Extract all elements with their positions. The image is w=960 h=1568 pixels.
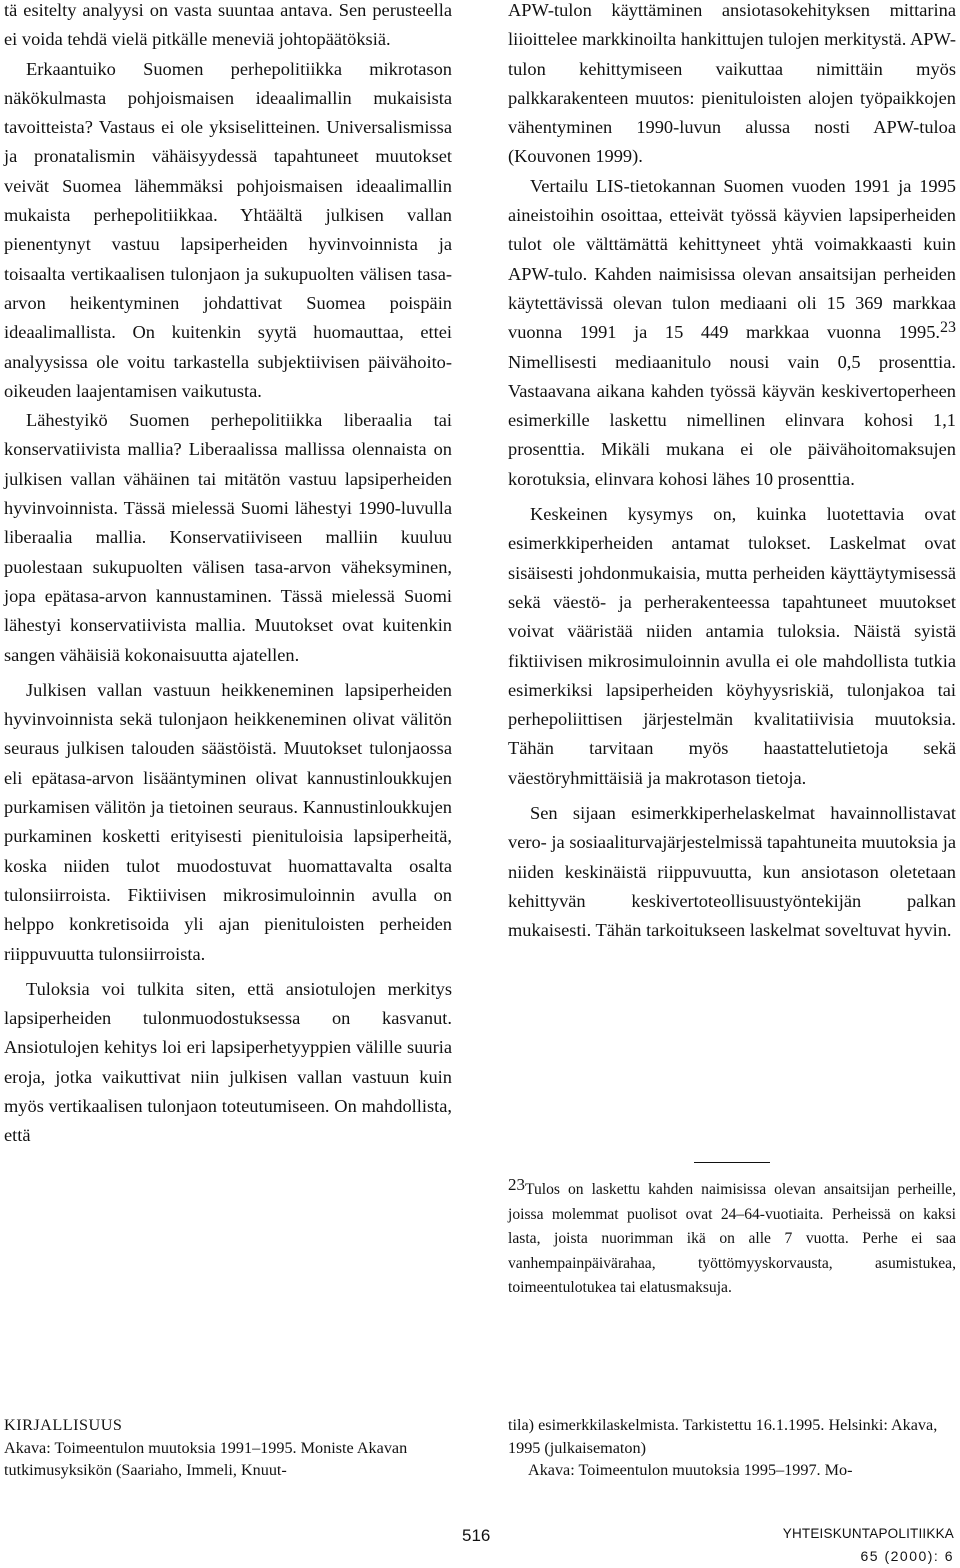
reference-entry: tila) esimerkkilaskelmista. Tarkistettu 16.1.1995. Helsinki: Akava, 1995 (julkaisematon) (508, 1416, 938, 1457)
paragraph (508, 172, 956, 494)
paragraph: Sen sijaan esimerkkiperhelaskelmat havainnollistavat vero- ja sosiaaliturvajärjestelmissä tapahtuneita muutoksia ja niiden keskinäistä riippuvuutta, kun ansiotason oletetaan kehittyvän keskivertoteollisuustyöntekijän palkan mukaisesti. Tähän tarkoitukseen laskelmat soveltuvat hyvin. (508, 803, 956, 941)
paragraph: Keskeinen kysymys on, kuinka luotettavia ovat esimerkkiperheiden antamat tulokset. Laskelmat ovat sisäisesti johdonmukaisia, mutta perheiden käyttäytymisessä sekä väestö- ja perherakenteessa tapahtuneet muutokset voivat vääristää niiden antamia tuloksia. Näistä syistä fiktiivisen mikrosimuloinnin avulla ei ole mahdollista tutkia esimerkiksi lapsiperheiden köyhyysriskiä, tulonjakoa tai perhepoliittisen järjestelmän kvalitatiivisia muutoksia. Tähän tarvitaan myös haastattelutietoja sekä väestöryhmittäisiä ja makrotason tietoja. (508, 504, 956, 788)
reference-entry: Akava: Toimeentulon muutoksia 1991–1995. Moniste Akavan tutkimusyksikön (Saariaho, Immeli, Knuut- (4, 1438, 408, 1479)
paragraph-text: Vertailu LIS-tietokannan Suomen vuoden 1991 ja 1995 aineistoihin osoittaa, etteivät työssä käyvien lapsiperheiden tulot ole välttämättä kehittyneet yhtä voimakkaasti kuin APW-tulo. Kahden naimisissa olevan ansaitsijan perheiden käytettävissä olevan tulon mediaani oli 15 369 markkaa vuonna 1991 ja 15 449 markkaa vuonna 1995. (508, 175, 956, 343)
footnote (508, 1175, 956, 1301)
references-left (4, 1414, 452, 1482)
paragraph: tä esitelty analyysi on vasta suuntaa antava. Sen perusteella ei voida tehdä vielä pitkälle meneviä johtopäätöksiä. (4, 0, 452, 50)
references-right (508, 1414, 956, 1482)
footnote-text: Tulos on laskettu kahden naimisissa olevan ansaitsijan perheille, joissa molemmat puolisot ovat 24–64-vuotiaita. Perheissä on kaksi lasta, joista nuorimman ikä on alle 7 vuotta. Perhe ei saa vanhempainpäivärahaa, työttömyyskorvausta, asumistukea, toimeentulotukea tai elatusmaksuja. (508, 1181, 956, 1297)
paragraph: Lähestyikö Suomen perhepolitiikka liberaalia tai konservatiivista mallia? Liberaalissa mallissa olennaista on julkisen vallan vähäinen tai mitätön vastuu lapsiperheiden hyvinvoinnista. Tässä mielessä Suomi lähestyi 1990-luvulla liberaalia mallia. Konservatiiviseen malliin kuuluu puolestaan sukupuolten välisen tasa-arvon väheksyminen, jopa epätasa-arvon kannustaminen. Tässä mielessä Suomi lähestyi konservatiivista mallia. Muutokset ovat kuitenkin sangen vähäisiä kokonaisuutta ajatellen. (4, 410, 452, 665)
left-text-column (4, 0, 452, 1151)
journal-issue: 65 (2000): 6 (860, 1548, 954, 1564)
paragraph: Erkaantuiko Suomen perhepolitiikka mikrotason näkökulmasta pohjoismaisen ideaalimallin mukaisista tavoitteista? Vastaus ei ole yksiselitteinen. Universalismissa ja pronatalismin vähäisyydessä tapahtuneet muutokset veivät Suomea lähemmäksi pohjoismaisen ideaalimallin mukaista perhepolitiikkaa. Yhtäältä julkisen vallan pienentynyt vastuu lapsiperheiden hyvinvoinnista ja toisaalta vertikaalisen tulonjaon ja sukupuolten välisen tasa-arvon heikentyminen johdattivat Suomea poispäin ideaalimallista. On kuitenkin syytä huomauttaa, ettei analyysissa ole voitu tarkastella subjektiivisen päivähoito-oikeuden laajentamisen vaikutusta. (4, 58, 452, 401)
paragraph: APW-tulon käyttäminen ansiotasokehityksen mittarina liioittelee markkinoilta hankittujen tulojen merkitystä. APW-tulon kehittymiseen vaikuttaa nimittäin myös palkkarakenteen muutos: pienituloisten alojen työpaikkojen vähentyminen 1990-luvun alussa nosti APW-tuloa (Kouvonen 1999). (508, 0, 956, 167)
references-heading: KIRJALLISUUS (4, 1416, 123, 1434)
reference-entry: Akava: Toimeentulon muutoksia 1995–1997. Mo- (528, 1461, 853, 1479)
paragraph-text: Nimellisesti mediaanitulo nousi vain 0,5 prosenttia. Vastaavana aikana kahden työssä käyvän keskivertoperheen esimerkille laskettu nimellinen elinvara kohosi 1,1 prosenttia. Mikäli mukana ei ole päivähoitomaksujen korotuksia, elinvara kohosi lähes 10 prosenttia. (508, 351, 956, 489)
paragraph: Tuloksia voi tulkita siten, että ansiotulojen merkitys lapsiperheiden tulonmuodostuksessa on kasvanut. Ansiotulojen kehitys loi eri lapsiperhetyyppien välille suuria eroja, jotka vaikuttivat niin julkisen vallan vastuun kuin myös vertikaalisen tulonjaon toteutumiseen. On mahdollista, että (4, 978, 452, 1146)
right-text-column (508, 0, 956, 946)
footnote-reference[interactable]: 23 (940, 319, 956, 337)
footnote-divider (694, 1162, 770, 1163)
journal-name: YHTEISKUNTAPOLITIIKKA (782, 1526, 954, 1541)
paragraph: Julkisen vallan vastuun heikkeneminen lapsiperheiden hyvinvoinnista sekä tulonjaon heikkeneminen olivat välitön seuraus julkisen talouden säästöistä. Muutokset tulonjaossa eli epätasa-arvon lisääntyminen olivat kannustinloukkujen purkamisen välitön ja tietoinen seuraus. Kannustinloukkujen purkaminen kosketti erityisesti pienituloisia lapsiperheitä, koska niiden tulot muodostuvat huomattavalta osalta tulonsiirroista. Fiktiivisen mikrosimuloinnin avulla on helppo konkretisoida yli ajan pienituloisten perheiden riippuvuutta tulonsiirroista. (4, 679, 452, 964)
footnote-marker: 23 (508, 1175, 525, 1194)
page-number: 516 (462, 1526, 491, 1545)
